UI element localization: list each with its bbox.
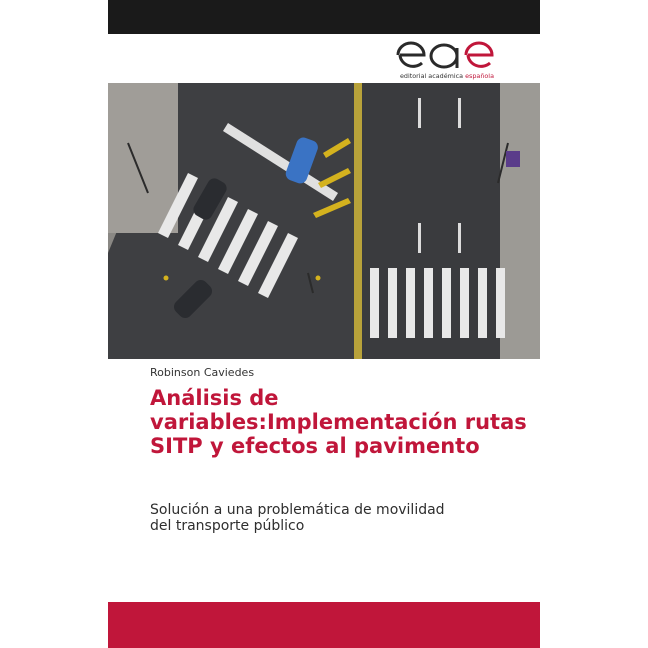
aerial-road-intersection-photo [108,83,540,359]
publisher-logo [392,40,502,82]
book-cover [108,0,540,648]
book-subtitle [150,502,510,534]
subtitle-line-2: del transporte público [150,518,305,534]
book-title: Análisis de variables:Implementación rutas SITP y efectos al pavimento [150,386,527,458]
author-name: Robinson Caviedes [150,366,255,379]
eae-logo-icon [396,40,498,70]
cover-top-band [108,0,540,34]
cover-bottom-band [108,602,540,648]
subtitle-line-1: Solución a una problemática de movilidad [150,502,445,518]
publisher-name: editorial académica española [400,72,494,80]
